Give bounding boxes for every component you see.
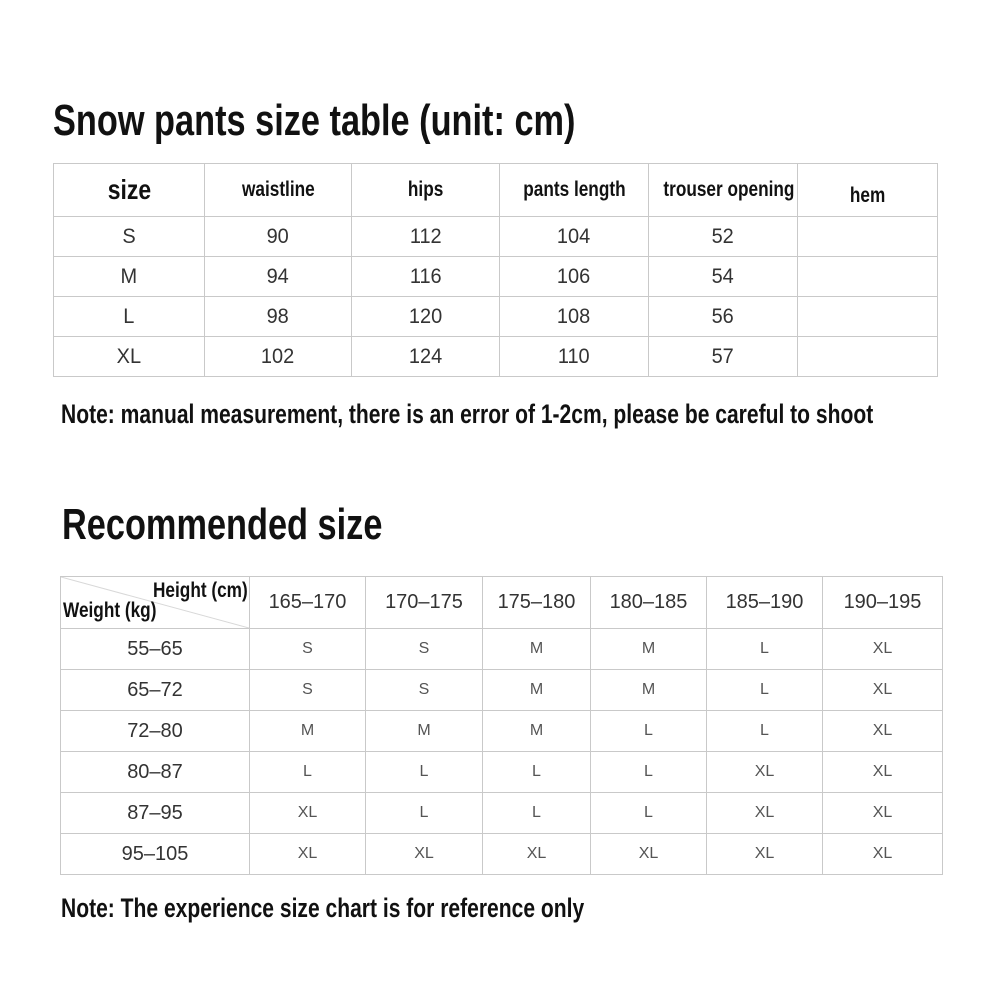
size-cell: S	[250, 629, 366, 670]
size-cell: S	[366, 670, 483, 711]
height-range-header: 175–180	[483, 577, 591, 629]
trouser-opening-cell: 56	[649, 297, 798, 337]
hips-cell: 124	[352, 337, 500, 377]
trouser-opening-cell: 54	[649, 257, 798, 297]
size-cell: XL	[707, 793, 823, 834]
size-cell: L	[54, 297, 205, 337]
pants-length-cell: 104	[500, 217, 649, 257]
size-cell: XL	[823, 711, 943, 752]
size-cell: M	[250, 711, 366, 752]
hem-cell	[798, 217, 938, 257]
pants-length-cell: 106	[500, 257, 649, 297]
table-row	[61, 793, 943, 834]
size-cell: L	[707, 670, 823, 711]
header-cell-hips: hips	[352, 164, 500, 217]
size-cell: M	[591, 670, 707, 711]
height-range-header: 170–175	[366, 577, 483, 629]
recommended-size-table	[60, 576, 943, 875]
size-cell: S	[250, 670, 366, 711]
size-cell: XL	[250, 834, 366, 875]
rec-header-row	[61, 577, 943, 629]
weight-range-cell: 80–87	[61, 752, 250, 793]
size-table	[53, 163, 938, 377]
recommended-size-title: Recommended size	[62, 500, 383, 549]
size-cell: XL	[823, 793, 943, 834]
size-table-title: Snow pants size table (unit: cm)	[53, 96, 576, 145]
height-range-header: 190–195	[823, 577, 943, 629]
waistline-cell: 90	[205, 217, 352, 257]
header-cell-pants-length: pants length	[500, 164, 649, 217]
hem-cell	[798, 297, 938, 337]
height-range-header: 165–170	[250, 577, 366, 629]
table-row	[61, 711, 943, 752]
size-cell: M	[591, 629, 707, 670]
table-row	[61, 752, 943, 793]
table-row	[54, 297, 938, 337]
size-cell: L	[591, 711, 707, 752]
size-cell: XL	[823, 834, 943, 875]
table-row	[61, 629, 943, 670]
table-row	[54, 257, 938, 297]
header-cell-hem: hem	[798, 164, 938, 217]
size-cell: L	[483, 793, 591, 834]
size-cell: L	[483, 752, 591, 793]
corner-header-cell	[61, 577, 250, 629]
waistline-cell: 94	[205, 257, 352, 297]
height-axis-label: Height (cm)	[153, 579, 248, 602]
hips-cell: 116	[352, 257, 500, 297]
table-row	[61, 670, 943, 711]
size-cell: M	[54, 257, 205, 297]
weight-axis-label: Weight (kg)	[63, 599, 157, 622]
table-row	[54, 217, 938, 257]
header-cell-waistline: waistline	[205, 164, 352, 217]
size-table-header-row	[54, 164, 938, 217]
weight-range-cell: 55–65	[61, 629, 250, 670]
size-cell: XL	[250, 793, 366, 834]
pants-length-cell: 110	[500, 337, 649, 377]
size-table-note: Note: manual measurement, there is an error of 1-2cm, please be careful to shoot	[61, 399, 874, 429]
size-cell: XL	[366, 834, 483, 875]
table-row	[54, 337, 938, 377]
size-cell: L	[250, 752, 366, 793]
header-cell-trouser-opening: trouser opening	[649, 164, 798, 217]
size-cell: M	[483, 711, 591, 752]
size-cell: XL	[707, 752, 823, 793]
size-cell: XL	[54, 337, 205, 377]
size-cell: M	[366, 711, 483, 752]
recommended-size-note: Note: The experience size chart is for reference only	[61, 893, 585, 923]
size-cell: L	[366, 793, 483, 834]
size-cell: L	[707, 711, 823, 752]
size-cell: XL	[707, 834, 823, 875]
size-cell: L	[591, 752, 707, 793]
height-range-header: 180–185	[591, 577, 707, 629]
size-cell: XL	[823, 629, 943, 670]
size-cell: XL	[591, 834, 707, 875]
weight-range-cell: 65–72	[61, 670, 250, 711]
size-cell: M	[483, 670, 591, 711]
size-cell: XL	[823, 752, 943, 793]
size-cell: XL	[483, 834, 591, 875]
weight-range-cell: 95–105	[61, 834, 250, 875]
size-cell: M	[483, 629, 591, 670]
size-cell: L	[366, 752, 483, 793]
hem-cell	[798, 257, 938, 297]
size-cell: S	[54, 217, 205, 257]
waistline-cell: 102	[205, 337, 352, 377]
trouser-opening-cell: 57	[649, 337, 798, 377]
hips-cell: 112	[352, 217, 500, 257]
weight-range-cell: 87–95	[61, 793, 250, 834]
size-cell: L	[591, 793, 707, 834]
weight-range-cell: 72–80	[61, 711, 250, 752]
size-cell: L	[707, 629, 823, 670]
size-cell: S	[366, 629, 483, 670]
height-range-header: 185–190	[707, 577, 823, 629]
header-cell-size: size	[54, 164, 205, 217]
table-row	[61, 834, 943, 875]
waistline-cell: 98	[205, 297, 352, 337]
hips-cell: 120	[352, 297, 500, 337]
hem-cell	[798, 337, 938, 377]
size-cell: XL	[823, 670, 943, 711]
trouser-opening-cell: 52	[649, 217, 798, 257]
pants-length-cell: 108	[500, 297, 649, 337]
